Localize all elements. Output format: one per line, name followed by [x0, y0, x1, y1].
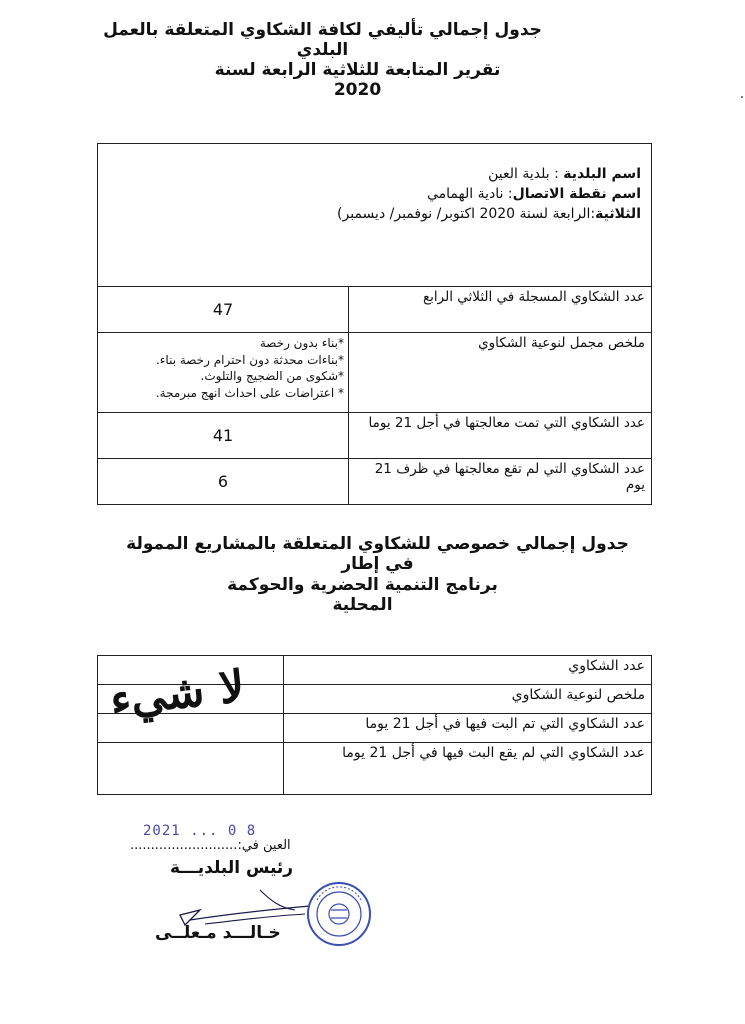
place-date-line: العين في:.......................... [130, 838, 291, 853]
list-item: *بناء بدون رخصة [259, 336, 344, 350]
table-row-value: 47 [98, 287, 349, 333]
table-row-label: عدد الشكاوي التي لم تقع معالجتها في ظرف 21 يوم [349, 459, 652, 505]
table-row-label: عدد الشكاوي المسجلة في الثلاثي الرابع [349, 287, 652, 333]
municipality-label: اسم البلدية [563, 166, 641, 182]
table-row-label: عدد الشكاوي [284, 656, 652, 685]
list-item: * اعتراضات على احداث انهج مبرمجة. [155, 385, 344, 400]
list-item: *شكوى من الضجيج والتلوث. [200, 369, 344, 383]
table-row-label: عدد الشكاوي التي لم يقع البت فيها في أجل 21 يوما [284, 743, 652, 795]
table-row-label: ملخص مجمل لنوعية الشكاوي [349, 333, 652, 413]
complaint-types-list [98, 333, 349, 413]
date-stamp: 2021 ... 0 8 [143, 823, 257, 839]
table-row-label: عدد الشكاوي التي تمت معالجتها في أجل 21 يوما [349, 413, 652, 459]
table-row-value: 41 [98, 413, 349, 459]
table-row-label: ملخص لنوعية الشكاوي [284, 685, 652, 714]
page-title: جدول إجمالي تأليفي لكافة الشكاوي المتعلقة بالعمل البلدي [103, 20, 542, 60]
contact-value: : نادية الهمامي [427, 186, 513, 202]
section2-subtitle: برنامج التنمية الحضرية والحوكمة المحلية [227, 575, 498, 615]
scan-speck [741, 96, 743, 98]
table-cell-empty [98, 743, 284, 795]
municipality-value: : بلدية العين [488, 166, 564, 182]
summary-table [97, 143, 652, 505]
municipality-line [108, 164, 641, 184]
municipal-seal-icon [305, 880, 373, 948]
page-subtitle: تقرير المتابعة للثلاثية الرابعة لسنة 2020 [214, 60, 501, 100]
quarter-value: :الرابعة لسنة 2020 اكتوبر/ نوفمبر/ ديسمبر) [337, 206, 596, 222]
section2-title: جدول إجمالي خصوصي للشكاوي المتعلقة بالمشاريع الممولة في إطار [126, 534, 629, 574]
table-row-label: عدد الشكاوي التي تم البت فيها في أجل 21 يوما [284, 714, 652, 743]
mayor-name: خـالـــد مـعلــى [155, 923, 281, 943]
list-item: *بناءات محدثة دون احترام رخصة بناء. [155, 352, 344, 367]
quarter-line [108, 204, 641, 224]
municipality-info-cell [98, 144, 652, 287]
handwritten-nothing-note: لا شيء [107, 661, 247, 726]
contact-line [108, 184, 641, 204]
mayor-title: رئيس البلديـــة [170, 858, 294, 878]
quarter-label: الثلاثية [595, 206, 641, 222]
table-row-value: 6 [98, 459, 349, 505]
contact-label: اسم نقطة الاتصال [512, 186, 641, 202]
